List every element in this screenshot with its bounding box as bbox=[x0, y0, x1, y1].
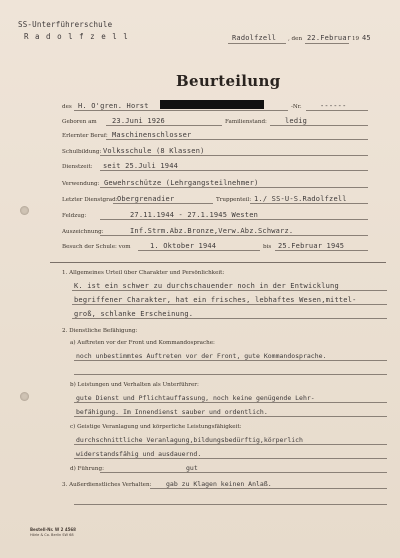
section2-label: 2. Dienstliche Befähigung: bbox=[62, 328, 138, 334]
den-label: , den bbox=[288, 36, 303, 42]
school-label: Schulbildung: bbox=[62, 149, 102, 155]
section2b-label: b) Leistungen und Verhalten als Unterführer: bbox=[70, 382, 199, 388]
section2d-text: gut bbox=[186, 464, 198, 472]
section1-line2: begriffener Charakter, hat ein frisches, lebhaftes Wesen,mittel- bbox=[74, 296, 357, 304]
redaction-bar bbox=[160, 100, 264, 109]
born-label: Geboren am bbox=[62, 119, 97, 125]
section1-line3: groß, schlanke Erscheinung. bbox=[74, 310, 194, 318]
field-value: 27.11.1944 - 27.1.1945 Westen bbox=[130, 211, 259, 219]
born-value: 23.Juni 1926 bbox=[112, 117, 165, 125]
section2c-line1: durchschnittliche Veranlagung,bildungsbedürftig,körperlich bbox=[76, 436, 303, 444]
award-label: Auszeichnung: bbox=[62, 229, 104, 235]
use-value: Gewehrschütze (Lehrgangsteilnehmer) bbox=[104, 179, 259, 187]
section2c-label: c) Geistige Veranlagung und körperliche Leistungsfähigkeit: bbox=[70, 424, 242, 430]
family-value: ledig bbox=[285, 117, 308, 125]
rank-value: Obergrenadier bbox=[117, 195, 175, 203]
org-line1: SS-Unterführerschule bbox=[18, 20, 113, 29]
name-label: des bbox=[62, 104, 72, 110]
header-date: 22.Februar bbox=[307, 34, 352, 42]
field-label: Feldzug: bbox=[62, 213, 87, 219]
nr-value: ------ bbox=[320, 102, 347, 110]
year-suffix: 45 bbox=[362, 34, 371, 42]
org-line2: R a d o l f z e l l bbox=[24, 32, 129, 41]
service-value: seit 25.Juli 1944 bbox=[103, 162, 179, 170]
visit-from: 1. Oktober 1944 bbox=[150, 242, 217, 250]
section2d-label: d) Führung: bbox=[70, 466, 104, 472]
award-value: Inf.Strm.Abz.Bronze,Verw.Abz.Schwarz. bbox=[130, 227, 294, 235]
punch-hole bbox=[20, 206, 29, 215]
visit-to: 25.Februar 1945 bbox=[278, 242, 345, 250]
unit-label: Truppenteil: bbox=[216, 197, 252, 203]
unit-value: 1./ SS-U-S.Radolfzell bbox=[254, 195, 347, 203]
printer-line: Hörle & Co. Berlin SW 68 bbox=[30, 533, 74, 537]
section1-line1: K. ist ein schwer zu durchschauender noch in der Entwicklung bbox=[74, 282, 339, 290]
year-prefix: 19 bbox=[352, 36, 360, 42]
document-title: Beurteilung bbox=[176, 72, 281, 90]
school-value: Volksschule (8 Klassen) bbox=[103, 147, 205, 155]
nr-label: -Nr. bbox=[291, 104, 302, 110]
family-label: Familienstand: bbox=[225, 119, 267, 125]
visit-label: Besuch der Schule: vom bbox=[62, 244, 131, 250]
section2a-label: a) Auftreten vor der Front und Kommandosprache: bbox=[70, 340, 215, 346]
punch-hole bbox=[20, 392, 29, 401]
section1-label: 1. Allgemeines Urteil über Charakter und Persönlichkeit: bbox=[62, 270, 225, 276]
use-label: Verwendung: bbox=[62, 181, 100, 187]
job-label: Erlernter Beruf: bbox=[62, 133, 108, 139]
job-value: Maschinenschlosser bbox=[112, 131, 192, 139]
service-label: Dienstzeit: bbox=[62, 164, 93, 170]
visit-to-label: bis bbox=[263, 244, 272, 250]
header-place: Radolfzell bbox=[232, 34, 277, 42]
section2b-line2: befähigung. Im Innendienst sauber und ordentlich. bbox=[76, 408, 268, 416]
form-number: Bestell-Nr. W 2 4568 bbox=[30, 527, 76, 532]
rank-label: Letzter Dienstgrad: bbox=[62, 197, 118, 203]
name-value: H. O'gren. Horst bbox=[78, 102, 149, 110]
section3-text: gab zu Klagen keinen Anlaß. bbox=[166, 480, 272, 488]
section3-label: 3. Außerdienstliches Verhalten: bbox=[62, 482, 152, 488]
section2c-line2: widerstandsfähig und ausdauernd. bbox=[76, 450, 202, 458]
section2a-text: noch unbestimmtes Auftreten vor der Front, gute Kommandosprache. bbox=[76, 352, 327, 360]
section2b-line1: gute Dienst und Pflichtauffassung, noch keine genügende Lehr- bbox=[76, 394, 315, 402]
